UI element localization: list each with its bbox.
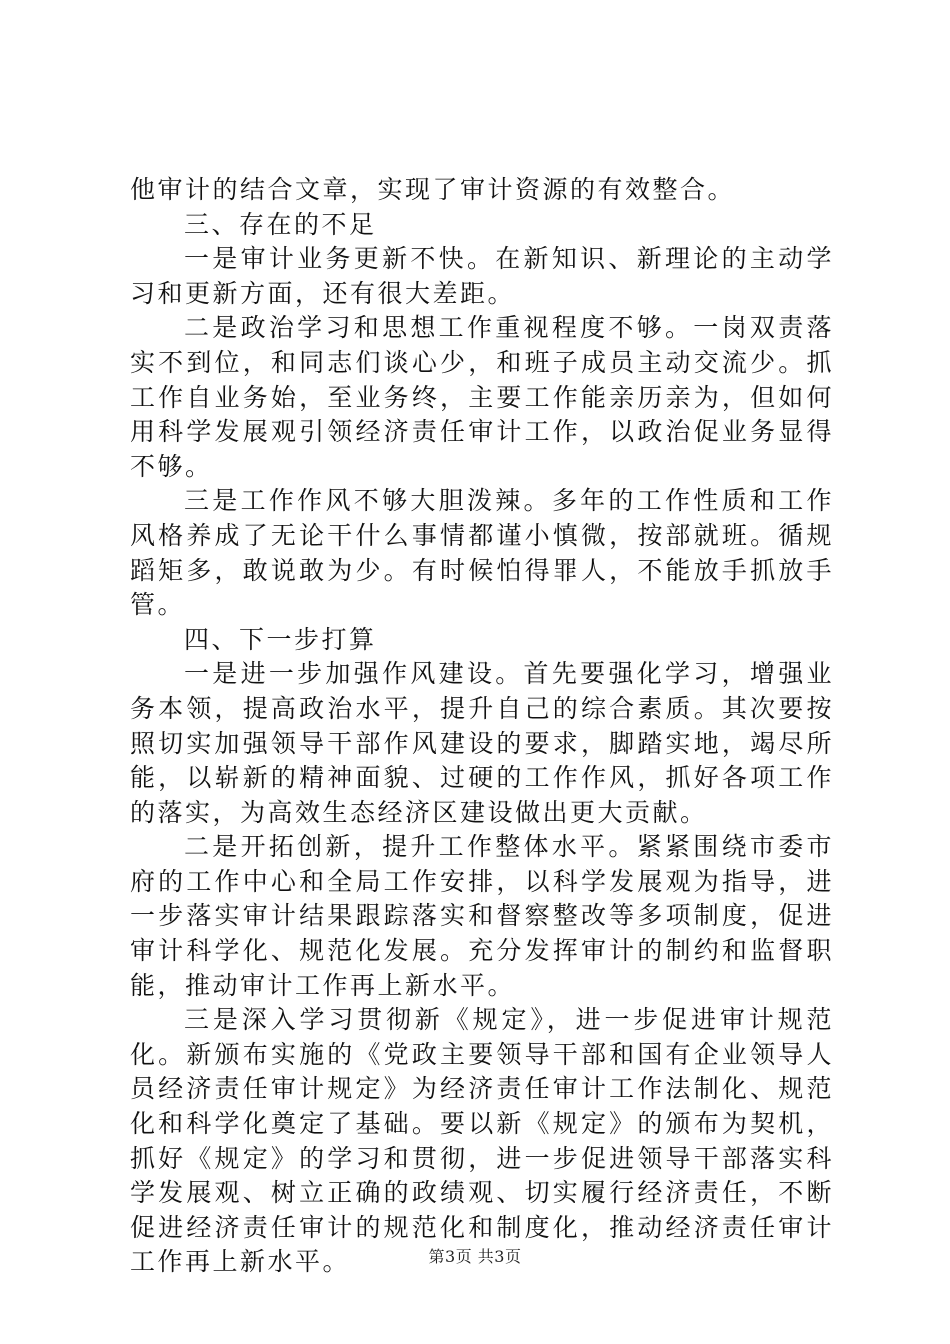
page-number-footer: 第3页 共3页 [428, 1247, 522, 1266]
heading-next-steps: 四、下一步打算 [184, 624, 377, 654]
paragraph-shortcoming-3: 三是工作作风不够大胆泼辣。多年的工作性质和工作风格养成了无论干什么事情都谨小慎微，按部就班。循规蹈矩多，敢说敢为少。有时候怕得罪人，不能放手抓放手管。 [130, 486, 834, 620]
heading-shortcomings: 三、存在的不足 [184, 209, 377, 239]
paragraph-continuation: 他审计的结合文章，实现了审计资源的有效整合。 [130, 175, 736, 204]
document-body [130, 173, 834, 1280]
paragraph-shortcoming-1: 一是审计业务更新不快。在新知识、新理论的主动学习和更新方面，还有很大差距。 [130, 244, 834, 308]
paragraph-plan-3: 三是深入学习贯彻新《规定》，进一步促进审计规范化。新颁布实施的《党政主要领导干部和国有企业领导人员经济责任审计规定》为经济责任审计工作法制化、规范化和科学化奠定了基础。要以新《规定》的颁布为契机，抓好《规定》的学习和贯彻，进一步促进领导干部落实科学发展观、树立正确的政绩观、切实履行经济责任，不断促进经济责任审计的规范化和制度化，推动经济责任审计工作再上新水平。 [130, 1005, 834, 1277]
paragraph-plan-2: 二是开拓创新，提升工作整体水平。紧紧围绕市委市府的工作中心和全局工作安排，以科学发展观为指导，进一步落实审计结果跟踪落实和督察整改等多项制度，促进审计科学化、规范化发展。充分发挥审计的制约和监督职能，推动审计工作再上新水平。 [130, 832, 834, 1000]
paragraph-plan-1: 一是进一步加强作风建设。首先要强化学习，增强业务本领，提高政治水平，提升自己的综合素质。其次要按照切实加强领导干部作风建设的要求，脚踏实地，竭尽所能，以崭新的精神面貌、过硬的工作作风，抓好各项工作的落实，为高效生态经济区建设做出更大贡献。 [130, 659, 834, 827]
paragraph-shortcoming-2: 二是政治学习和思想工作重视程度不够。一岗双责落实不到位，和同志们谈心少，和班子成员主动交流少。抓工作自业务始，至业务终，主要工作能亲历亲为，但如何用科学发展观引领经济责任审计工作，以政治促业务显得不够。 [130, 313, 834, 481]
